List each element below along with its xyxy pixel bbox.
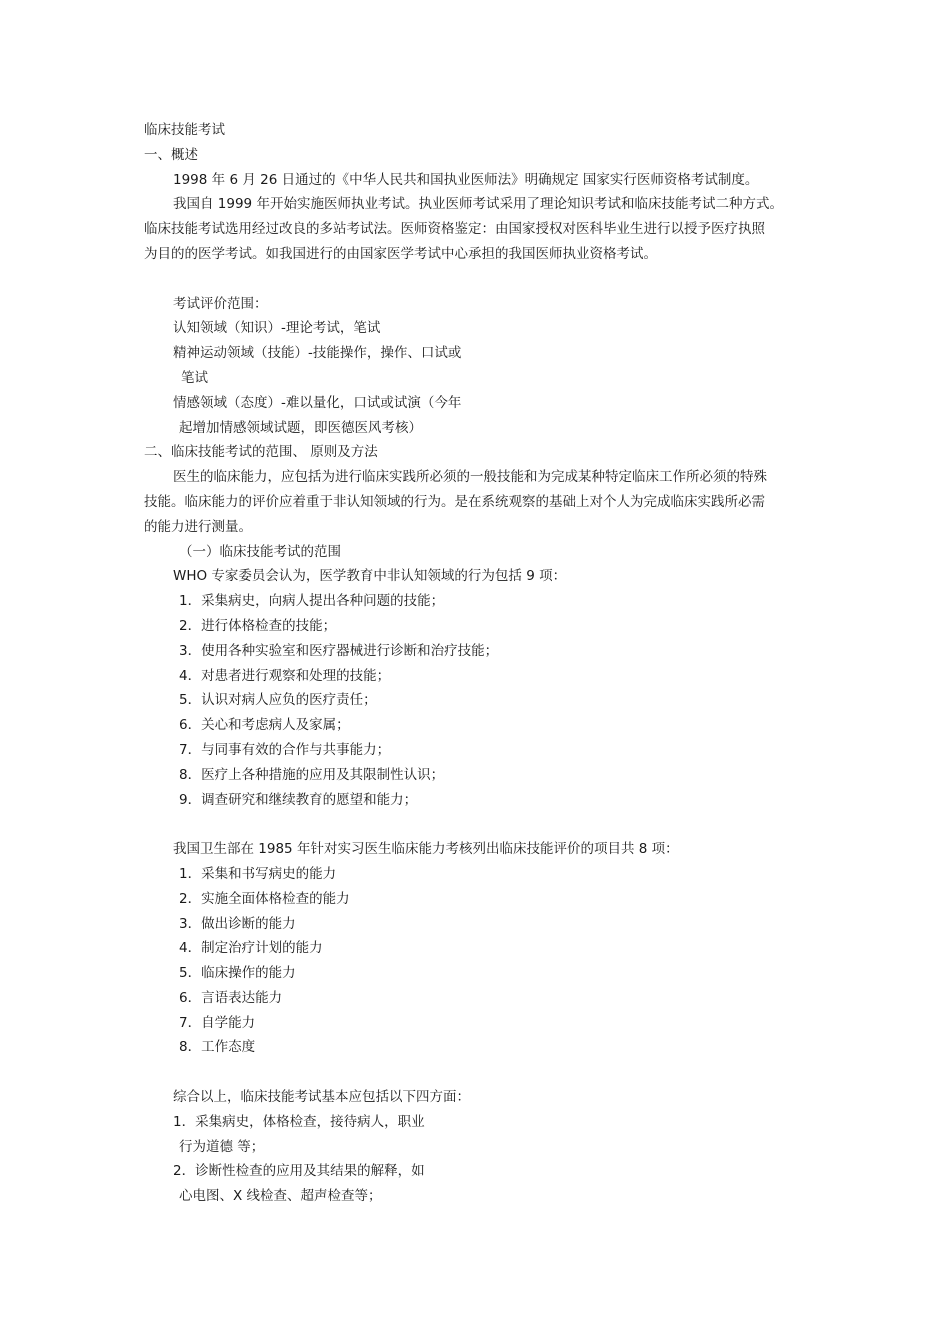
list-intro: 综合以上，临床技能考试基本应包括以下四方面： (173, 1089, 470, 1106)
blank-line (144, 812, 824, 837)
list-item: 1．采集和书写病史的能力 (179, 865, 337, 882)
list-item-continuation: 行为道德 等； (179, 1138, 265, 1155)
list-item: 2．实施全面体格检查的能力 (179, 890, 350, 907)
list-item: 9．调查研究和继续教育的愿望和能力； (179, 791, 418, 808)
blank-line (144, 267, 824, 292)
list-item: 1．采集病史，向病人提出各种问题的技能； (179, 593, 445, 610)
paragraph-line: 为目的的医学考试。如我国进行的由国家医学考试中心承担的我国医师执业资格考试。 (144, 245, 657, 262)
list-item: 1．采集病史，体格检查，接待病人，职业 (173, 1113, 425, 1130)
scope-item-continuation: 笔试 (181, 369, 208, 386)
scope-item: 情感领域（态度）-难以量化，口试或试演（今年 (173, 394, 462, 411)
list-item: 7．自学能力 (179, 1014, 256, 1031)
list-item: 5．临床操作的能力 (179, 965, 296, 982)
document-body (144, 118, 824, 1209)
list-item: 8．工作态度 (179, 1039, 256, 1056)
list-item-continuation: 心电图、X 线检查、超声检查等； (179, 1188, 382, 1205)
scope-item: 认知领域（知识）-理论考试，笔试 (173, 320, 381, 337)
list-item: 7．与同事有效的合作与共事能力； (179, 741, 391, 758)
list-item: 3．使用各种实验室和医疗器械进行诊断和治疗技能； (179, 642, 499, 659)
paragraph-line: 的能力进行测量。 (144, 518, 252, 535)
list-item: 3．做出诊断的能力 (179, 915, 296, 932)
list-item: 2．进行体格检查的技能； (179, 617, 337, 634)
paragraph-line: 临床技能考试选用经过改良的多站考试法。医师资格鉴定：由国家授权对医科毕业生进行以授予医疗执照 (144, 221, 765, 238)
list-item: 5．认识对病人应负的医疗责任； (179, 692, 377, 709)
list-intro: 我国卫生部在 1985 年针对实习医生临床能力考核列出临床技能评价的项目共 8 项： (173, 841, 679, 858)
blank-line (144, 1060, 824, 1085)
paragraph-line: 技能。临床能力的评价应着重于非认知领域的行为。是在系统观察的基础上对个人为完成临床实践所必需 (144, 493, 765, 510)
scope-item: 精神运动领域（技能）-技能操作，操作、口试或 (173, 345, 462, 362)
list-item: 6．言语表达能力 (179, 989, 283, 1006)
list-item: 8．医疗上各种措施的应用及其限制性认识； (179, 766, 445, 783)
list-item: 6．关心和考虑病人及家属； (179, 717, 350, 734)
subsection-heading: （一）临床技能考试的范围 (179, 543, 341, 560)
paragraph-line: 1998 年 6 月 26 日通过的《中华人民共和国执业医师法》明确规定 国家实行医师资格考试制度。 (173, 171, 759, 188)
list-item: 4．对患者进行观察和处理的技能； (179, 667, 391, 684)
scope-item-continuation: 起增加情感领域试题，即医德医风考核） (179, 419, 422, 436)
section-heading: 一、概述 (144, 146, 198, 163)
paragraph-line: 我国自 1999 年开始实施医师执业考试。执业医师考试采用了理论知识考试和临床技能考试二种方式。 (173, 196, 783, 213)
section-heading: 二、临床技能考试的范围、 原则及方法 (144, 444, 378, 461)
list-intro: WHO 专家委员会认为，医学教育中非认知领域的行为包括 9 项： (173, 568, 567, 585)
paragraph-line: 医生的临床能力，应包括为进行临床实践所必须的一般技能和为完成某种特定临床工作所必须的特殊 (173, 469, 767, 486)
list-item: 4．制定治疗计划的能力 (179, 940, 323, 957)
document-title: 临床技能考试 (144, 122, 225, 138)
scope-heading: 考试评价范围： (173, 295, 268, 312)
list-item: 2．诊断性检查的应用及其结果的解释，如 (173, 1163, 425, 1180)
